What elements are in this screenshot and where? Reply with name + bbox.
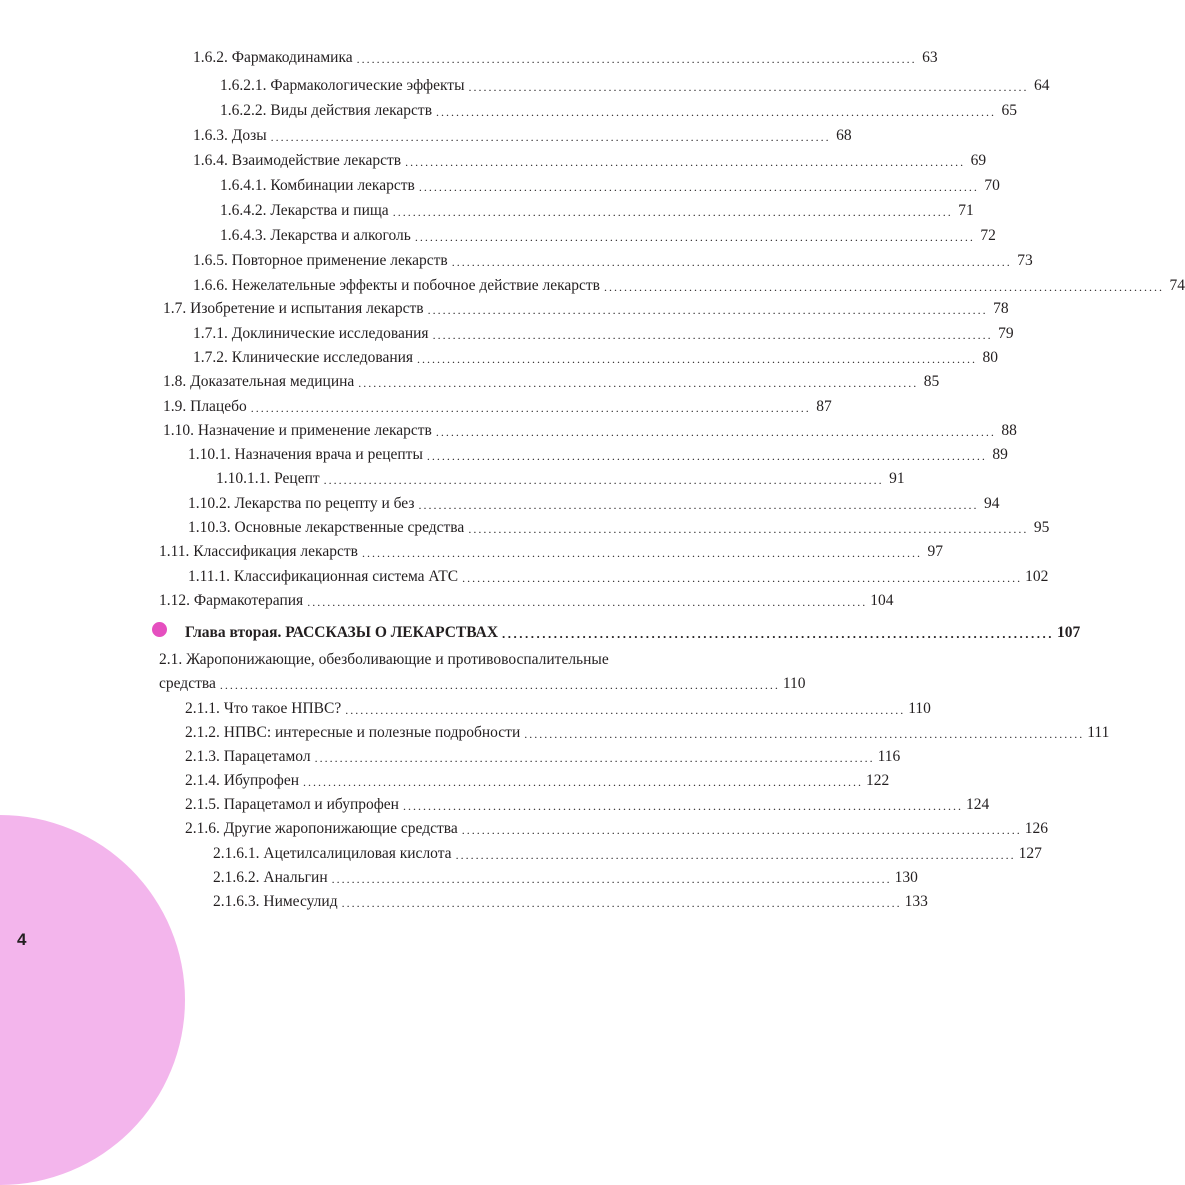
toc-entry: 1.6.6. Нежелательные эффекты и побочное действие лекарств ................................................................................................................ 74 [193, 277, 1185, 294]
toc-entry: 2.1.2. НПВС: интересные и полезные подробности ................................................................................................................ 111 [185, 724, 1110, 741]
toc-entry: 1.10.1.1. Рецепт ................................................................................................................ 91 [216, 470, 905, 487]
toc-chapter-heading: Глава вторая. РАССКАЗЫ О ЛЕКАРСТВАХ ................................................................................................ 107 [185, 624, 1081, 641]
toc-entry: 1.6.2.1. Фармакологические эффекты ................................................................................................................ 64 [220, 77, 1050, 94]
toc-entry-first-line: 2.1. Жаропонижающие, обезболивающие и противовоспалительные [159, 651, 609, 668]
toc-entry: 1.9. Плацебо ................................................................................................................ 87 [163, 398, 832, 415]
toc-entry: 1.6.2. Фармакодинамика ................................................................................................................ 63 [193, 49, 938, 66]
toc-entry: 1.10.2. Лекарства по рецепту и без ................................................................................................................ 94 [188, 495, 1000, 512]
toc-entry: 2.1.6.1. Ацетилсалициловая кислота ................................................................................................................ 127 [213, 845, 1042, 862]
toc-entry: 1.12. Фармакотерапия ................................................................................................................ 104 [159, 592, 894, 609]
toc-entry: 2.1.6.3. Нимесулид ................................................................................................................ 133 [213, 893, 928, 910]
toc-entry: 2.1.6. Другие жаропонижающие средства ................................................................................................................ 126 [185, 820, 1048, 837]
toc-entry: 2.1.4. Ибупрофен ................................................................................................................ 122 [185, 772, 890, 789]
toc-entry: 1.10. Назначение и применение лекарств ................................................................................................................ 88 [163, 422, 1017, 439]
toc-entry: 1.11. Классификация лекарств ................................................................................................................ 97 [159, 543, 943, 560]
toc-entry: 1.6.3. Дозы ................................................................................................................ 68 [193, 127, 852, 144]
chapter-bullet-icon [152, 622, 167, 637]
toc-entry: 2.1.6.2. Анальгин ................................................................................................................ 130 [213, 869, 918, 886]
toc-entry: 1.6.4.2. Лекарства и пища ................................................................................................................ 71 [220, 202, 974, 219]
toc-entry: 1.7. Изобретение и испытания лекарств ................................................................................................................ 78 [163, 300, 1009, 317]
toc-entry: 1.6.4.1. Комбинации лекарств ................................................................................................................ 70 [220, 177, 1000, 194]
toc-entry: 1.6.5. Повторное применение лекарств ................................................................................................................ 73 [193, 252, 1033, 269]
toc-entry: 2.1.5. Парацетамол и ибупрофен ................................................................................................................ 124 [185, 796, 990, 813]
toc-entry: 1.6.4. Взаимодействие лекарств ................................................................................................................ 69 [193, 152, 987, 169]
toc-entry: 1.7.2. Клинические исследования ................................................................................................................ 80 [193, 349, 999, 366]
toc-entry: 1.10.3. Основные лекарственные средства ................................................................................................................ 95 [188, 519, 1050, 536]
toc-entry: 1.11.1. Классификационная система АТС ................................................................................................................ 102 [188, 568, 1049, 585]
toc-entry: 1.8. Доказательная медицина ................................................................................................................ 85 [163, 373, 940, 390]
toc-entry: 1.10.1. Назначения врача и рецепты ................................................................................................................ 89 [188, 446, 1008, 463]
toc-entry: 1.6.2.2. Виды действия лекарств ................................................................................................................ 65 [220, 102, 1018, 119]
page-number: 4 [17, 930, 27, 949]
toc-entry: 1.7.1. Доклинические исследования ................................................................................................................ 79 [193, 325, 1014, 342]
toc-entry: 2.1.1. Что такое НПВС? ................................................................................................................ 110 [185, 700, 931, 717]
toc-entry: средства ................................................................................................................ 110 [159, 675, 806, 692]
toc-entry: 2.1.3. Парацетамол ................................................................................................................ 116 [185, 748, 901, 765]
toc-entry: 1.6.4.3. Лекарства и алкоголь ................................................................................................................ 72 [220, 227, 996, 244]
decorative-circle [0, 815, 185, 1185]
